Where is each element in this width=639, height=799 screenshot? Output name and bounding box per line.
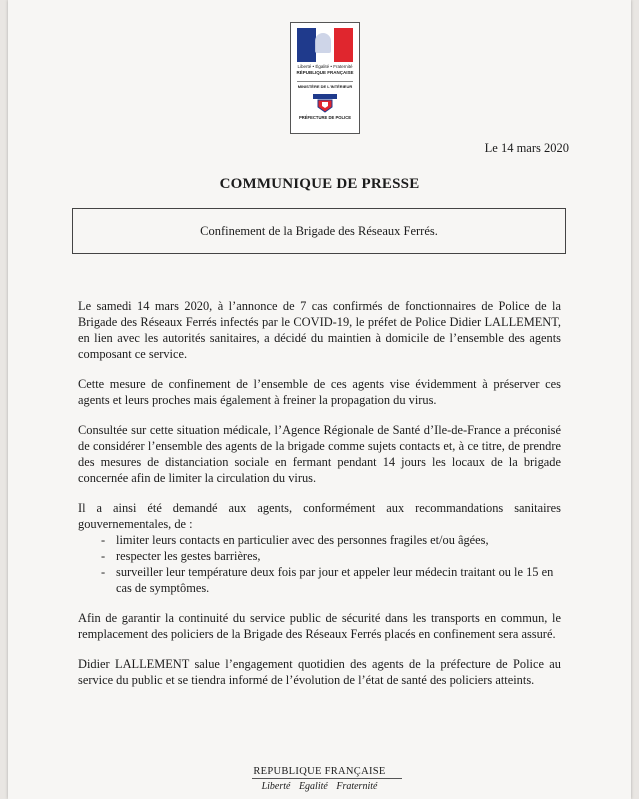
document-title: COMMUNIQUE DE PRESSE bbox=[219, 176, 420, 192]
marianne-icon bbox=[315, 33, 331, 53]
list-item bbox=[78, 532, 561, 548]
footer-republic: REPUBLIQUE FRANÇAISE bbox=[253, 766, 386, 777]
footer-motto: Liberté Egalité Fraternité bbox=[261, 781, 378, 792]
list-item-text: surveiller leur température deux fois par jour et appeler leur médecin traitant ou le 15 en cas de symptômes. bbox=[116, 565, 554, 595]
logo-ministry: MINISTÈRE DE L'INTÉRIEUR bbox=[297, 84, 353, 89]
paragraph-ars-consultation: Consultée sur cette situation médicale, l’Agence Régionale de Santé d’Ile-de-France a préconisé de considérer l’ensemble des agents de la brigade comme sujets contacts et, à ce titre, de prendre des mesures de distanciation sociale en fermant pendant 14 jours les locaux de la brigade concernée afin de limiter la circulation du virus. bbox=[78, 423, 561, 485]
list-dash: - bbox=[101, 565, 106, 579]
subject-text: Confinement de la Brigade des Réseaux Ferrés. bbox=[200, 223, 438, 238]
subject-box bbox=[72, 208, 566, 254]
logo-republic: RÉPUBLIQUE FRANÇAISE bbox=[296, 70, 354, 75]
list-item-text: respecter les gestes barrières, bbox=[116, 549, 261, 563]
footer-divider bbox=[252, 778, 402, 779]
list-item-text: limiter leurs contacts en particulier avec des personnes fragiles et/ou âgées, bbox=[116, 533, 489, 547]
paragraph-service-continuity: Afin de garantir la continuité du service public de sécurité dans les transports en commun, le remplacement des policiers de la Brigade des Réseaux Ferrés placés en confinement sera assuré. bbox=[78, 611, 561, 641]
paragraph-instructions: Il a ainsi été demandé aux agents, conformément aux recommandations sanitaires gouvernementales, de : bbox=[78, 501, 561, 531]
paragraph-acknowledgement: Didier LALLEMENT salue l’engagement quotidien des agents de la préfecture de Police au service du public et se tiendra informé de l’évolution de l’état de santé des policiers atteints. bbox=[78, 657, 561, 687]
recommendations-list bbox=[78, 532, 561, 596]
police-emblem-icon bbox=[311, 93, 339, 113]
document-page bbox=[8, 0, 631, 799]
list-item bbox=[78, 548, 561, 564]
list-dash: - bbox=[101, 533, 106, 547]
logo-divider bbox=[297, 81, 353, 82]
paragraph-confinement-goal: Cette mesure de confinement de l’ensemble de ces agents vise évidemment à préserver ces agents et leurs proches mais également à freiner la propagation du virus. bbox=[78, 377, 561, 407]
government-logo bbox=[290, 22, 360, 134]
list-dash: - bbox=[101, 549, 106, 563]
document-body bbox=[78, 298, 561, 702]
paragraph-announcement: Le samedi 14 mars 2020, à l’annonce de 7 cas confirmés de fonctionnaires de Police de la Brigade des Réseaux Ferrés infectés par le COVID-19, le préfet de Police Didier LALLEMENT, en lien avec les autorités sanitaires, a décidé du maintien à domicile de l’ensemble des agents composant ce service. bbox=[78, 299, 561, 361]
list-item bbox=[78, 564, 561, 596]
logo-motto: Liberté • Égalité • Fraternité bbox=[297, 64, 353, 69]
logo-prefecture: PRÉFECTURE DE POLICE bbox=[298, 115, 352, 120]
document-date: Le 14 mars 2020 bbox=[484, 141, 569, 155]
